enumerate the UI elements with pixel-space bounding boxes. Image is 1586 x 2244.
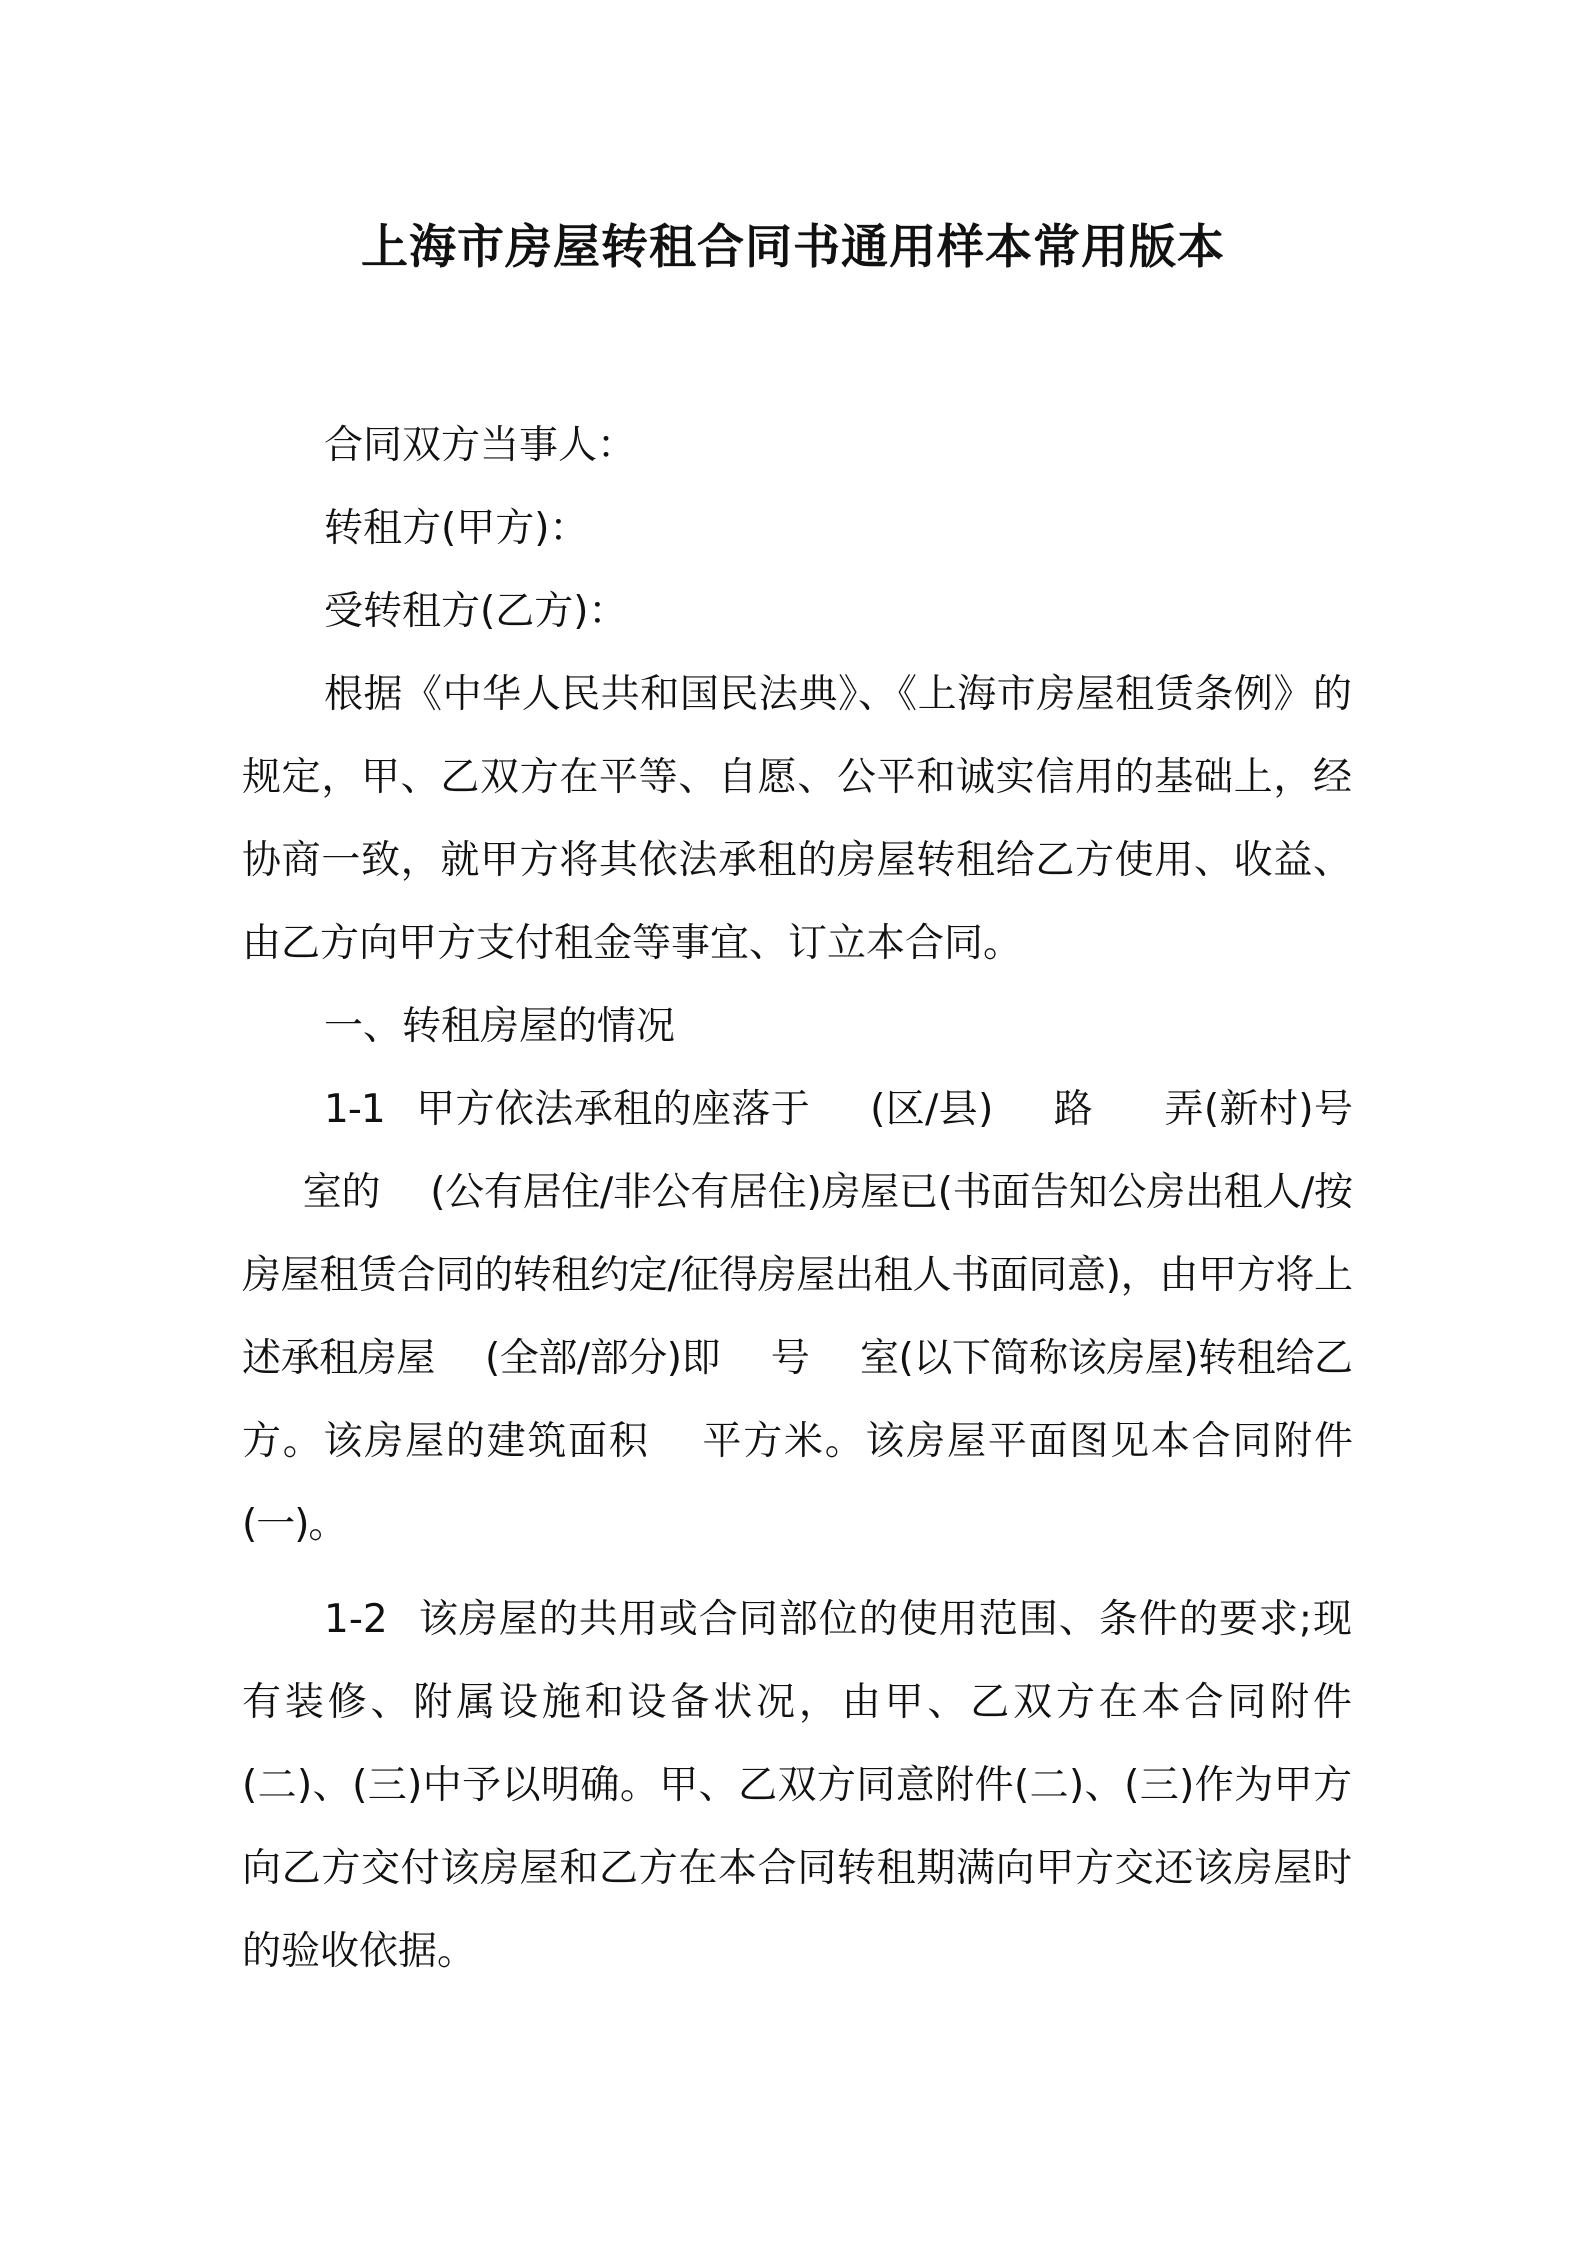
clause-1-1-text-j: 室(以下简称该房屋)转租给乙方。该房屋的建筑面积: [242, 1336, 1352, 1464]
clause-1-1-text-e: 号: [1312, 1087, 1352, 1132]
clause-1-1-text-i: 号: [770, 1336, 810, 1381]
section-1-heading: 一、转租房屋的情况: [324, 1004, 676, 1049]
party-a-line: 转租方(甲方)：: [324, 506, 589, 551]
preamble-paragraph: 根据《中华人民共和国民法典》、《上海市房屋租赁条例》的规定，甲、乙双方在平等、自愿、公平和诚实信用的基础上，经协商一致，就甲方将其依法承租的房屋转租给乙方使用、收益、由乙方向甲方支付租金等事宜、订立本合同。: [242, 672, 1352, 966]
clause-1-1-text-a: 甲方依法承租的座落于: [414, 1087, 811, 1132]
clause-1-1-text-g: (公有居住/非公有居住)房屋已(书面告知公房出租人/按房屋租赁合同的转租约定/征得房屋出租人书面同意)，由甲方将上述承租房屋: [242, 1170, 1352, 1381]
clause-1-1-text-k: 平方米。该房屋平面图见本合同附件(一)。: [242, 1419, 1352, 1547]
clause-1-2-text: 该房屋的共用或合同部位的使用范围、条件的要求;现有装修、附属设施和设备状况，由甲、乙双方在本合同附件(二)、(三)中予以明确。甲、乙双方同意附件(二)、(三)作为甲方向乙方交付该房屋和乙方在本合同转租期满向甲方交还该房屋时的验收依据。: [242, 1597, 1352, 1974]
document-title: 上海市房屋转租合同书通用样本常用版本: [361, 220, 1225, 275]
document-body: [242, 404, 1352, 1993]
clause-1-1-text-c: 路: [1052, 1087, 1094, 1132]
clause-1-1: [242, 1068, 1352, 1566]
clause-1-1-text-b: (区/县): [870, 1087, 993, 1132]
clause-1-2: [242, 1578, 1352, 1993]
parties-heading: 合同双方当事人：: [324, 423, 637, 468]
clause-1-1-text-d: 弄(新村): [1163, 1087, 1313, 1132]
clause-1-1-text-h: (全部/部分)即: [484, 1336, 721, 1381]
party-b-line: 受转租方(乙方)：: [324, 589, 628, 634]
clause-1-2-number: 1-2: [324, 1597, 388, 1642]
clause-1-1-number: 1-1: [324, 1087, 385, 1132]
clause-1-1-text-f: 室的: [302, 1170, 381, 1215]
